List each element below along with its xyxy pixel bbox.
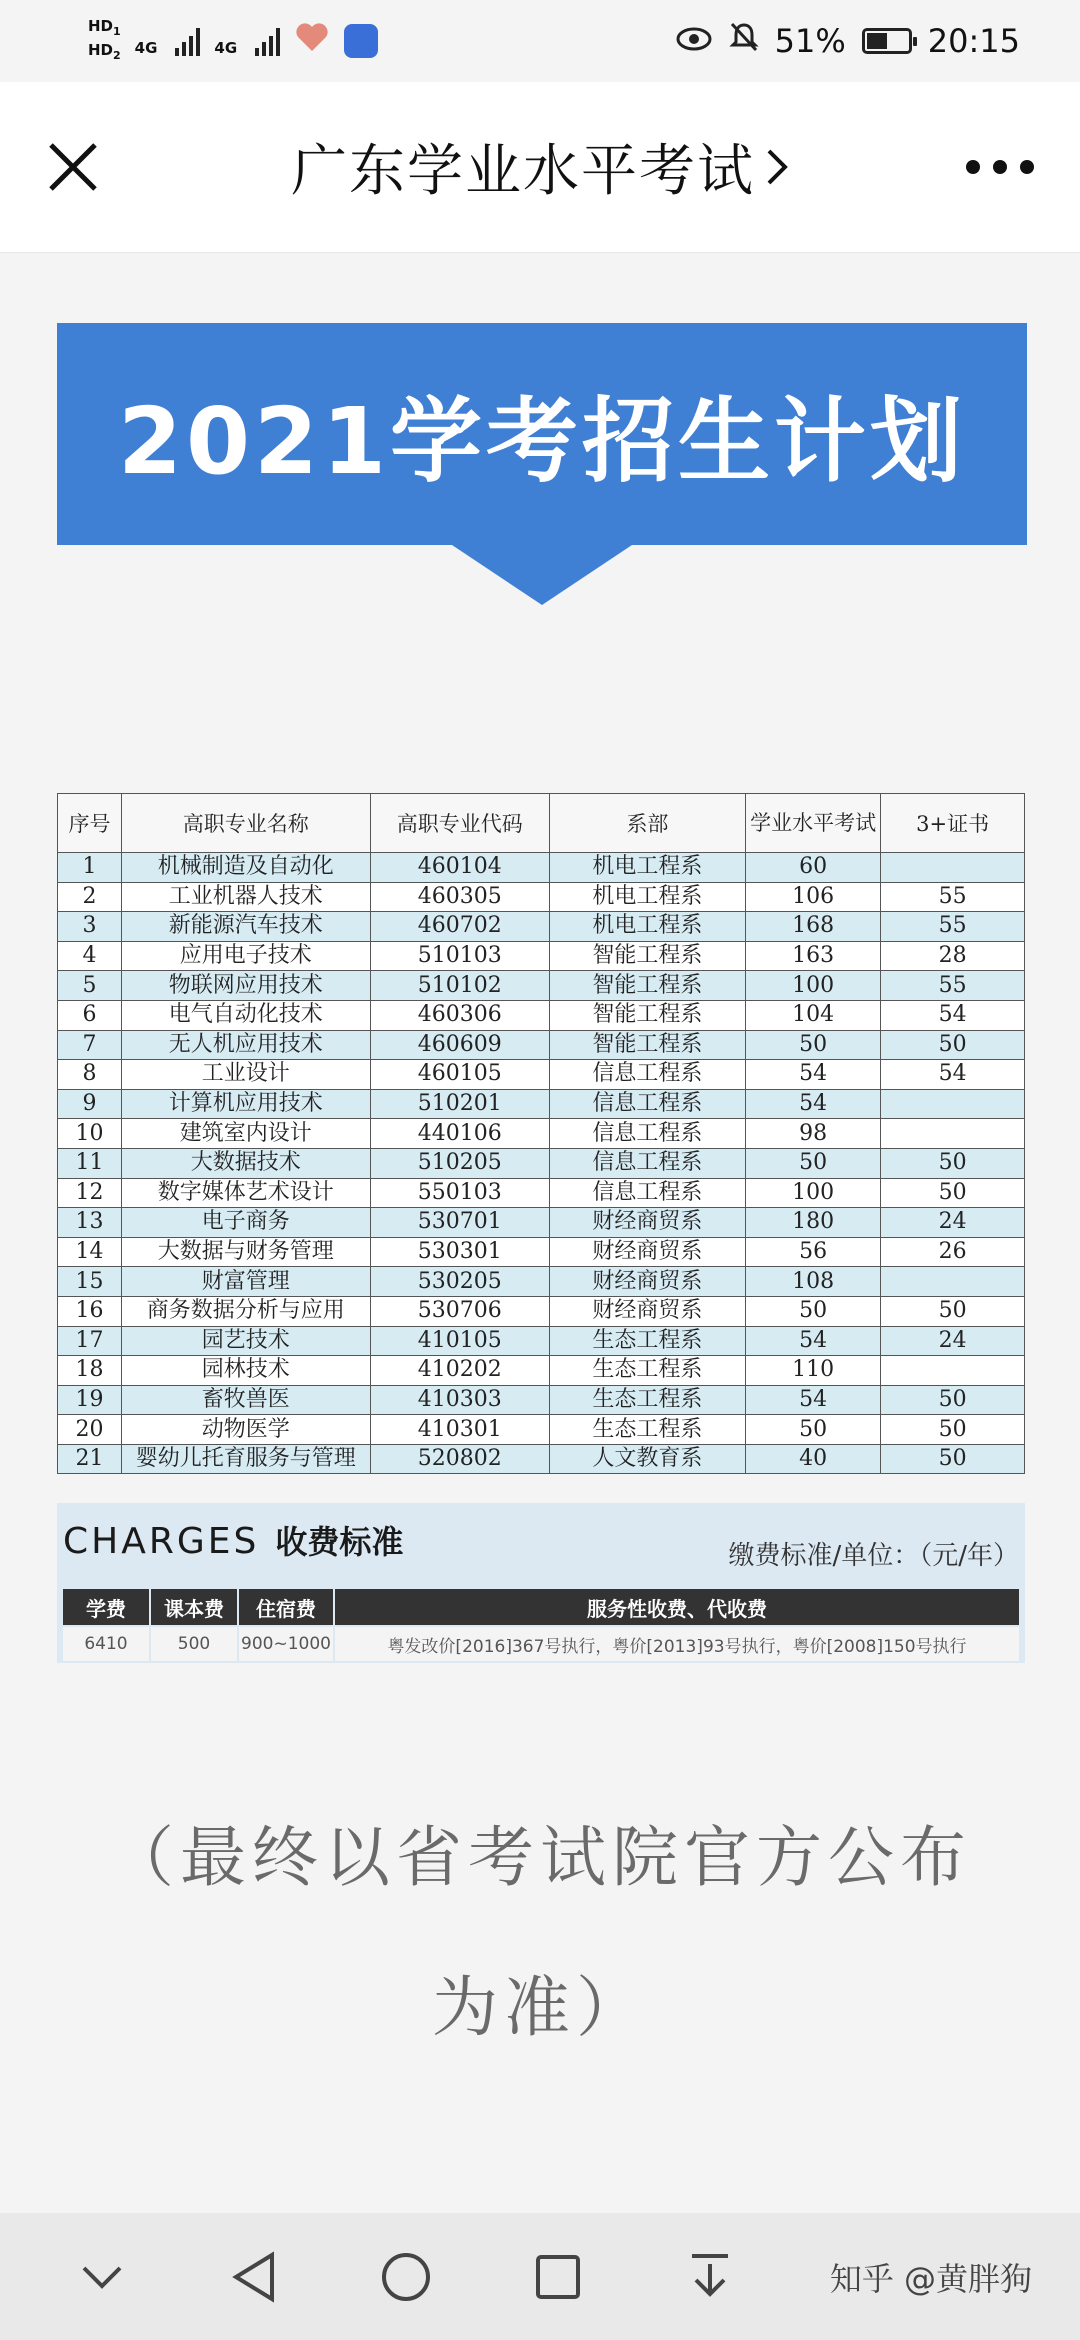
table-cell: 生态工程系 (549, 1415, 745, 1445)
eye-comfort-icon (675, 22, 713, 60)
table-cell: 168 (746, 912, 881, 942)
table-cell: 5 (58, 971, 122, 1001)
table-cell: 财经商贸系 (549, 1267, 745, 1297)
page-title-link[interactable] (291, 127, 789, 207)
table-cell: 50 (881, 1178, 1025, 1208)
table-cell: 54 (746, 1060, 881, 1090)
table-row (58, 1178, 1025, 1208)
table-cell: 14 (58, 1237, 122, 1267)
charges-header: 住宿费 (238, 1588, 334, 1626)
signal-strength-icon (255, 26, 280, 56)
table-cell: 信息工程系 (549, 1119, 745, 1149)
table-cell: 50 (881, 1030, 1025, 1060)
table-row (58, 1444, 1025, 1474)
table-cell: 12 (58, 1178, 122, 1208)
table-row (58, 1326, 1025, 1356)
table-cell: 智能工程系 (549, 971, 745, 1001)
status-right (675, 21, 1020, 61)
table-cell: 4 (58, 941, 122, 971)
notification-app-icon (344, 24, 378, 58)
table-cell: 460105 (370, 1060, 549, 1090)
table-cell: 50 (881, 1444, 1025, 1474)
table-cell: 园林技术 (121, 1356, 370, 1386)
final-note-line2: 为准） (432, 1969, 648, 2046)
table-cell: 9 (58, 1089, 122, 1119)
table-cell: 11 (58, 1148, 122, 1178)
table-cell: 机械制造及自动化 (121, 853, 370, 883)
table-cell: 460305 (370, 882, 549, 912)
table-cell: 2 (58, 882, 122, 912)
table-cell: 财经商贸系 (549, 1296, 745, 1326)
table-cell: 生态工程系 (549, 1326, 745, 1356)
charges-value: 粤发改价[2016]367号执行，粤价[2013]93号执行，粤价[2008]150号执行 (334, 1626, 1020, 1662)
charges-header: 服务性收费、代收费 (334, 1588, 1020, 1626)
table-cell: 410202 (370, 1356, 549, 1386)
table-cell: 98 (746, 1119, 881, 1149)
table-row (58, 1267, 1025, 1297)
status-bar (0, 0, 1080, 82)
table-cell (881, 1119, 1025, 1149)
table-cell: 大数据技术 (121, 1148, 370, 1178)
table-cell: 13 (58, 1208, 122, 1238)
table-cell: 56 (746, 1237, 881, 1267)
table-cell: 50 (881, 1385, 1025, 1415)
final-note-line1: （最终以省考试院官方公布 (108, 1819, 972, 1896)
recents-square-icon (535, 2254, 581, 2300)
table-row (58, 882, 1025, 912)
table-cell: 财经商贸系 (549, 1237, 745, 1267)
table-row (58, 1148, 1025, 1178)
table-body (58, 853, 1025, 1474)
table-cell: 无人机应用技术 (121, 1030, 370, 1060)
table-cell (881, 1356, 1025, 1386)
health-app-icon (294, 21, 330, 61)
charges-value-row (62, 1626, 1020, 1662)
table-cell (881, 1267, 1025, 1297)
table-cell: 机电工程系 (549, 853, 745, 883)
table-cell: 工业设计 (121, 1060, 370, 1090)
table-cell: 信息工程系 (549, 1060, 745, 1090)
network-type-2: 4G (214, 39, 238, 57)
table-cell: 530205 (370, 1267, 549, 1297)
table-cell: 100 (746, 1178, 881, 1208)
column-header: 系部 (549, 794, 745, 853)
back-triangle-icon (232, 2251, 276, 2303)
table-row (58, 1030, 1025, 1060)
table-cell: 畜牧兽医 (121, 1385, 370, 1415)
banner-title: 2021学考招生计划 (117, 388, 967, 495)
table-cell: 财经商贸系 (549, 1208, 745, 1238)
charges-heading (63, 1517, 403, 1563)
table-cell: 26 (881, 1237, 1025, 1267)
final-note (0, 1783, 1080, 2083)
system-nav-bar (0, 2213, 1080, 2340)
table-cell: 104 (746, 1000, 881, 1030)
table-cell: 163 (746, 941, 881, 971)
table-row (58, 1119, 1025, 1149)
table-row (58, 971, 1025, 1001)
banner-arrow-shape (452, 545, 632, 605)
table-cell: 40 (746, 1444, 881, 1474)
table-cell: 人文教育系 (549, 1444, 745, 1474)
table-cell: 园艺技术 (121, 1326, 370, 1356)
column-header: 3+证书 (881, 794, 1025, 853)
signal-strength-icon (175, 26, 200, 56)
table-cell: 50 (746, 1296, 881, 1326)
table-cell: 数字媒体艺术设计 (121, 1178, 370, 1208)
table-cell: 460306 (370, 1000, 549, 1030)
table-cell: 电子商务 (121, 1208, 370, 1238)
table-row (58, 1089, 1025, 1119)
watermark: 知乎 @黄胖狗 (829, 2259, 1032, 2298)
chevron-right-icon (765, 145, 789, 189)
table-cell: 550103 (370, 1178, 549, 1208)
article-content[interactable] (0, 253, 1080, 2213)
table-cell: 530706 (370, 1296, 549, 1326)
table-cell: 24 (881, 1208, 1025, 1238)
table-cell: 1 (58, 853, 122, 883)
page-title: 广东学业水平考试 (291, 139, 755, 204)
table-cell: 6 (58, 1000, 122, 1030)
table-cell: 智能工程系 (549, 1030, 745, 1060)
table-cell: 建筑室内设计 (121, 1119, 370, 1149)
table-cell: 50 (881, 1415, 1025, 1445)
table-cell: 110 (746, 1356, 881, 1386)
column-header: 高职专业名称 (121, 794, 370, 853)
pull-down-icon (688, 2252, 732, 2302)
back-button[interactable] (224, 2247, 284, 2307)
table-cell: 婴幼儿托育服务与管理 (121, 1444, 370, 1474)
table-cell: 54 (881, 1060, 1025, 1090)
charges-title-cn: 收费标准 (275, 1523, 404, 1561)
table-cell: 50 (881, 1296, 1025, 1326)
table-cell: 机电工程系 (549, 912, 745, 942)
table-cell: 54 (746, 1385, 881, 1415)
table-cell: 510205 (370, 1148, 549, 1178)
table-cell: 3 (58, 912, 122, 942)
charges-section (57, 1503, 1025, 1663)
table-cell: 54 (746, 1089, 881, 1119)
table-cell: 55 (881, 912, 1025, 942)
charges-header-row (62, 1588, 1020, 1626)
table-cell: 440106 (370, 1119, 549, 1149)
charges-title-en: CHARGES (63, 1521, 260, 1562)
table-cell: 410301 (370, 1415, 549, 1445)
network-type-1: 4G (134, 39, 158, 57)
table-cell: 60 (746, 853, 881, 883)
sim2-indicator: $HD_2$ (88, 41, 121, 62)
close-button[interactable] (38, 132, 108, 202)
table-cell: 15 (58, 1267, 122, 1297)
table-cell: 510102 (370, 971, 549, 1001)
table-cell: 100 (746, 971, 881, 1001)
table-cell: 计算机应用技术 (121, 1089, 370, 1119)
table-cell: 机电工程系 (549, 882, 745, 912)
table-cell: 物联网应用技术 (121, 971, 370, 1001)
charges-value: 500 (150, 1626, 238, 1662)
table-cell: 信息工程系 (549, 1178, 745, 1208)
table-cell: 510201 (370, 1089, 549, 1119)
enrollment-plan-table (57, 793, 1025, 1474)
table-cell: 24 (881, 1326, 1025, 1356)
table-row (58, 1000, 1025, 1030)
table-cell: 520802 (370, 1444, 549, 1474)
table-row (58, 1060, 1025, 1090)
charges-header: 学费 (62, 1588, 150, 1626)
clock: 20:15 (927, 22, 1020, 60)
more-dots-icon (965, 159, 1035, 175)
banner (57, 323, 1027, 545)
table-cell: 410303 (370, 1385, 549, 1415)
table-cell: 54 (746, 1326, 881, 1356)
table-cell: 生态工程系 (549, 1356, 745, 1386)
notification-pull-button[interactable] (680, 2247, 740, 2307)
table-cell: 50 (746, 1148, 881, 1178)
table-cell: 106 (746, 882, 881, 912)
table-cell: 530701 (370, 1208, 549, 1238)
table-cell: 8 (58, 1060, 122, 1090)
table-row (58, 1415, 1025, 1445)
table-cell: 信息工程系 (549, 1089, 745, 1119)
table-cell: 10 (58, 1119, 122, 1149)
table-cell: 新能源汽车技术 (121, 912, 370, 942)
table-cell: 54 (881, 1000, 1025, 1030)
sim-indicators (88, 17, 121, 65)
close-icon (47, 141, 99, 193)
more-options-button[interactable] (960, 137, 1040, 197)
table-cell: 智能工程系 (549, 1000, 745, 1030)
table-cell: 50 (746, 1415, 881, 1445)
table-cell (881, 853, 1025, 883)
charges-table (61, 1587, 1021, 1663)
battery-icon (862, 28, 912, 54)
nav-buttons (72, 2247, 740, 2307)
table-row (58, 1356, 1025, 1386)
table-cell: 工业机器人技术 (121, 882, 370, 912)
table-cell: 460609 (370, 1030, 549, 1060)
table-cell: 19 (58, 1385, 122, 1415)
table-row (58, 1237, 1025, 1267)
charges-value: 900~1000 (238, 1626, 334, 1662)
status-left (88, 17, 378, 65)
mute-bell-icon (729, 21, 759, 61)
table-cell: 50 (881, 1148, 1025, 1178)
charges-header: 课本费 (150, 1588, 238, 1626)
charges-value: 6410 (62, 1626, 150, 1662)
table-row (58, 1296, 1025, 1326)
chevron-down-icon (80, 2264, 124, 2290)
table-cell: 530301 (370, 1237, 549, 1267)
column-header: 高职专业代码 (370, 794, 549, 853)
table-cell: 16 (58, 1296, 122, 1326)
home-button[interactable] (376, 2247, 436, 2307)
table-cell: 55 (881, 882, 1025, 912)
table-cell: 460104 (370, 853, 549, 883)
table-cell: 20 (58, 1415, 122, 1445)
table-cell: 智能工程系 (549, 941, 745, 971)
table-cell: 应用电子技术 (121, 941, 370, 971)
table-cell: 180 (746, 1208, 881, 1238)
table-cell: 财富管理 (121, 1267, 370, 1297)
sim1-indicator: $HD_1$ (88, 17, 121, 38)
table-cell: 410105 (370, 1326, 549, 1356)
table-cell: 55 (881, 971, 1025, 1001)
charges-unit: 缴费标准/单位：（元/年） (728, 1541, 1019, 1571)
table-row (58, 941, 1025, 971)
table-cell: 21 (58, 1444, 122, 1474)
table-row (58, 912, 1025, 942)
column-header: 序号 (58, 794, 122, 853)
table-header-row (58, 794, 1025, 853)
table-cell: 460702 (370, 912, 549, 942)
hide-nav-button[interactable] (72, 2247, 132, 2307)
title-bar (0, 82, 1080, 253)
column-header: 学业水平考试 (746, 794, 881, 853)
table-row (58, 1385, 1025, 1415)
table-cell: 信息工程系 (549, 1148, 745, 1178)
table-cell: 510103 (370, 941, 549, 971)
table-row (58, 853, 1025, 883)
table-cell (881, 1089, 1025, 1119)
table-cell: 50 (746, 1030, 881, 1060)
table-cell: 动物医学 (121, 1415, 370, 1445)
table-cell: 7 (58, 1030, 122, 1060)
table-cell: 28 (881, 941, 1025, 971)
table-cell: 商务数据分析与应用 (121, 1296, 370, 1326)
recents-button[interactable] (528, 2247, 588, 2307)
table-cell: 108 (746, 1267, 881, 1297)
battery-percentage: 51% (774, 22, 846, 60)
table-cell: 大数据与财务管理 (121, 1237, 370, 1267)
table-cell: 生态工程系 (549, 1385, 745, 1415)
table-cell: 17 (58, 1326, 122, 1356)
table-cell: 电气自动化技术 (121, 1000, 370, 1030)
home-circle-icon (380, 2251, 432, 2303)
table-row (58, 1208, 1025, 1238)
table-cell: 18 (58, 1356, 122, 1386)
